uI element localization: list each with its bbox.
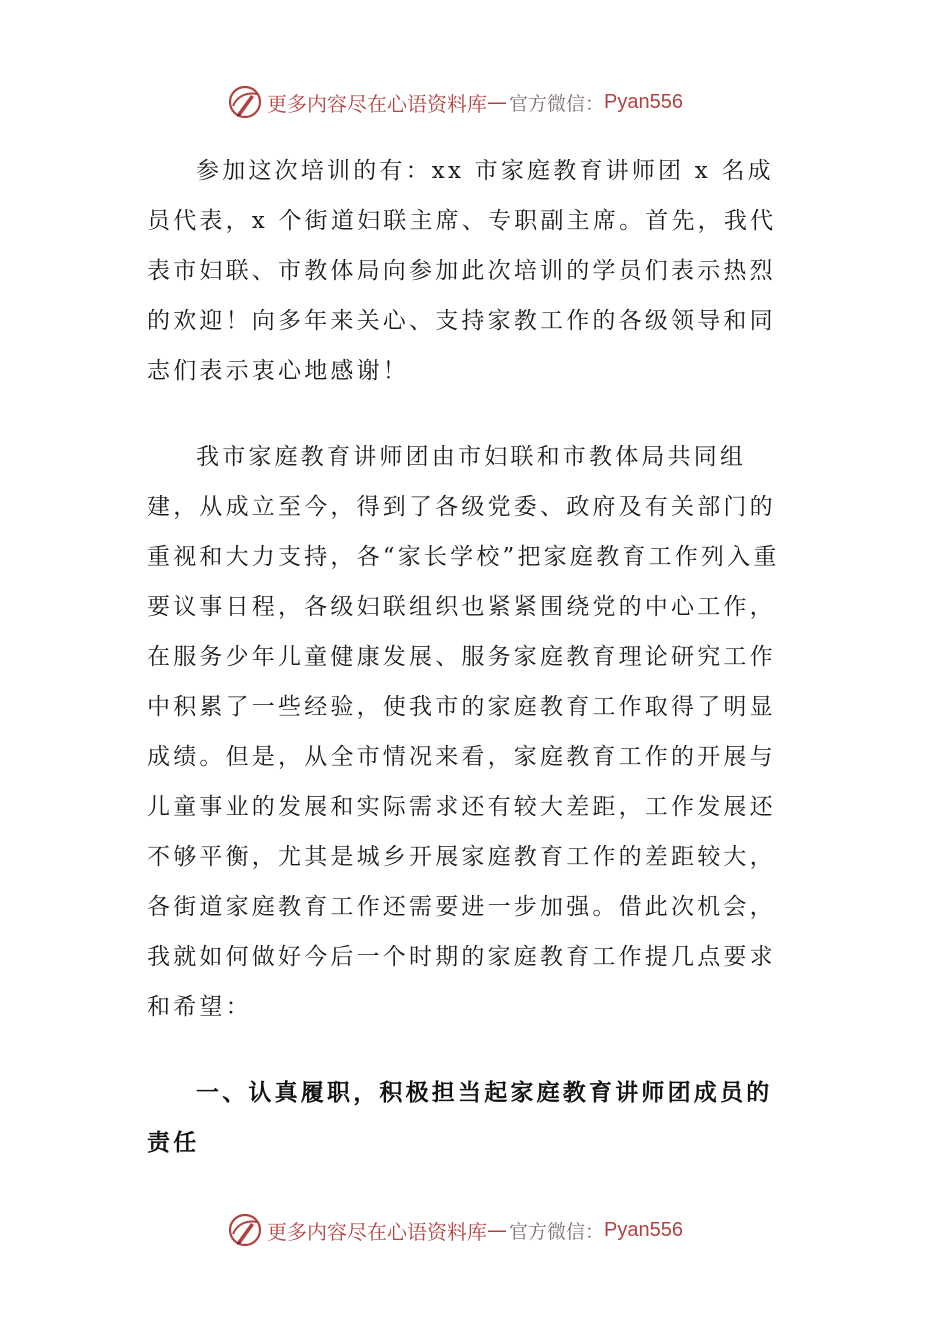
- banner-dash: —: [487, 1218, 507, 1242]
- section-heading-1: 一、认真履职，积极担当起家庭教育讲师团成员的责任: [147, 1080, 773, 1156]
- banner-label: 官方微信：: [509, 1220, 605, 1243]
- header-banner: [227, 82, 683, 122]
- banner-label: 官方微信：: [509, 92, 605, 115]
- pen-logo-icon: [227, 1212, 263, 1248]
- banner-dash: —: [487, 90, 507, 114]
- banner-wechat-id: Pyan556: [604, 1218, 683, 1241]
- footer-banner: [227, 1210, 683, 1250]
- paragraph-1: 参加这次培训的有：xx 市家庭教育讲师团 x 名成员代表，x 个街道妇联主席、专职副主席。首先，我代表市妇联、市教体局向参加此次培训的学员们表示热烈的欢迎！向多年来关心、支持家教工作的各级领导和同志们表示衷心地感谢！: [147, 158, 777, 384]
- banner-text: 更多内容尽在心语资料库: [267, 91, 487, 116]
- pen-logo-icon: [227, 84, 263, 120]
- banner-text: 更多内容尽在心语资料库: [267, 1219, 487, 1244]
- paragraph-2: 我市家庭教育讲师团由市妇联和市教体局共同组建，从成立至今，得到了各级党委、政府及有关部门的重视和大力支持，各“家长学校”把家庭教育工作列入重要议事日程，各级妇联组织也紧紧围绕党的中心工作，在服务少年儿童健康发展、服务家庭教育理论研究工作中积累了一些经验，使我市的家庭教育工作取得了明显成绩。但是，从全市情况来看，家庭教育工作的开展与儿童事业的发展和实际需求还有较大差距，工作发展还不够平衡，尤其是城乡开展家庭教育工作的差距较大，各街道家庭教育工作还需要进一步加强。借此次机会，我就如何做好今后一个时期的家庭教育工作提几点要求和希望：: [147, 444, 780, 1020]
- banner-wechat-id: Pyan556: [604, 90, 683, 113]
- document-body: [147, 146, 787, 1168]
